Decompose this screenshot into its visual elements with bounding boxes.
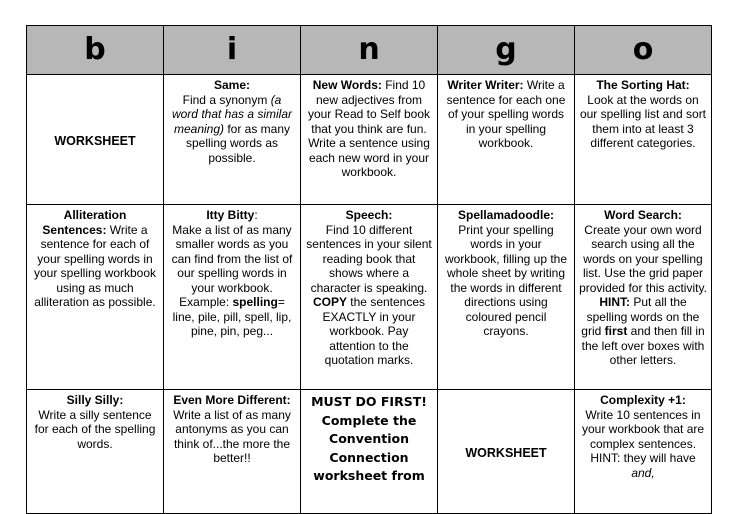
- activity-text-bold: HINT:: [599, 295, 630, 309]
- header-letter-g: g: [438, 26, 575, 75]
- cell-complexity: [575, 390, 712, 514]
- table-row: [27, 75, 712, 205]
- activity-title: Itty Bitty: [206, 208, 255, 222]
- header-letter-n: n: [301, 26, 438, 75]
- activity-title: Complexity +1:: [600, 393, 686, 407]
- activity-text-bold: COPY: [312, 295, 347, 309]
- activity-text: Look at the words on our spelling list and sort them into at least 3 different categories.: [579, 92, 707, 150]
- cell-worksheet: [27, 75, 164, 205]
- header-letter-o: o: [575, 26, 712, 75]
- header-letter-b: b: [27, 26, 164, 75]
- cell-writer-writer: [438, 75, 575, 205]
- activity-text: Print your spelling words in your workbook, filling up the whole sheet by writing the words in different directions using coloured pencil crayons.: [444, 222, 568, 338]
- activity-title: New Words:: [312, 78, 382, 92]
- worksheet-label: WORKSHEET: [54, 133, 136, 148]
- activity-title: Silly Silly:: [66, 393, 124, 407]
- bingo-board: [26, 25, 712, 514]
- table-row: [27, 205, 712, 390]
- must-do-first-text: MUST DO FIRST! Complete the Convention Connection worksheet from: [311, 394, 427, 483]
- activity-title: Speech:: [345, 208, 393, 222]
- activity-text-bold: first: [604, 324, 628, 338]
- cell-speech: [301, 205, 438, 390]
- cell-silly-silly: [27, 390, 164, 514]
- activity-title: Even More Different:: [173, 393, 291, 407]
- cell-itty-bitty: [164, 205, 301, 390]
- activity-title: Word Search:: [604, 208, 682, 222]
- activity-text: Write 10 sentences in your workbook that are complex sentences. HINT: they will have: [581, 407, 705, 465]
- activity-text-italic: and,: [631, 465, 655, 480]
- activity-text: Find 10 different sentences in your silent reading book that shows where a character is speaking.: [306, 222, 432, 295]
- activity-title: The Sorting Hat:: [596, 78, 690, 92]
- cell-must-do-first: [301, 390, 438, 514]
- activity-text: the sentences EXACTLY in your workbook. Pay attention to the quotation marks.: [322, 295, 426, 367]
- cell-worksheet: [438, 390, 575, 514]
- activity-text: Write a sentence for each one of your spelling words in your spelling workbook.: [446, 78, 566, 150]
- activity-text-bold: spelling: [232, 295, 278, 309]
- activity-title: Same:: [213, 78, 251, 92]
- cell-even-more-different: [164, 390, 301, 514]
- cell-word-search: [575, 205, 712, 390]
- activity-text: Find a synonym: [182, 92, 271, 107]
- activity-text: Write a list of as many antonyms as you can think of...the more the better!!: [173, 407, 291, 465]
- activity-text: Put all the spelling words on the grid: [581, 295, 700, 338]
- activity-text: Write a sentence for each of your spelling words in your spelling workbook using as much alliteration as possible.: [33, 222, 157, 309]
- table-row: [27, 390, 712, 514]
- activity-text: Write a silly sentence for each of the spelling words.: [34, 407, 156, 451]
- activity-title: Spellamadoodle:: [457, 208, 555, 222]
- activity-title: Alliteration Sentences:: [42, 208, 127, 237]
- activity-text: for as many spelling words as possible.: [185, 121, 291, 165]
- cell-sorting-hat: [575, 75, 712, 205]
- header-row: [27, 26, 712, 75]
- cell-alliteration: [27, 205, 164, 390]
- header-letter-i: i: [164, 26, 301, 75]
- activity-text: Find 10 new adjectives from your Read to Self book that you think are fun. Write a sentence using each new word in your workbook.: [307, 78, 431, 179]
- activity-text-italic: (a word that has a similar meaning): [171, 92, 293, 136]
- cell-spellamadoodle: [438, 205, 575, 390]
- activity-text: Create your own word search using all the words on your spelling list. Use the grid paper provided for this activity.: [579, 222, 707, 295]
- activity-text: :: [254, 208, 258, 222]
- cell-same: [164, 75, 301, 205]
- cell-new-words: [301, 75, 438, 205]
- activity-text: and then fill in the left over boxes with other letters.: [581, 324, 705, 367]
- activity-title: Writer Writer:: [447, 78, 524, 92]
- activity-text: = line, pile, pill, spell, lip, pine, pin, peg...: [172, 295, 292, 338]
- activity-text: Make a list of as many smaller words as you can find from the list of our spelling words in your workbook. Example:: [171, 222, 293, 309]
- worksheet-label: WORKSHEET: [465, 445, 547, 460]
